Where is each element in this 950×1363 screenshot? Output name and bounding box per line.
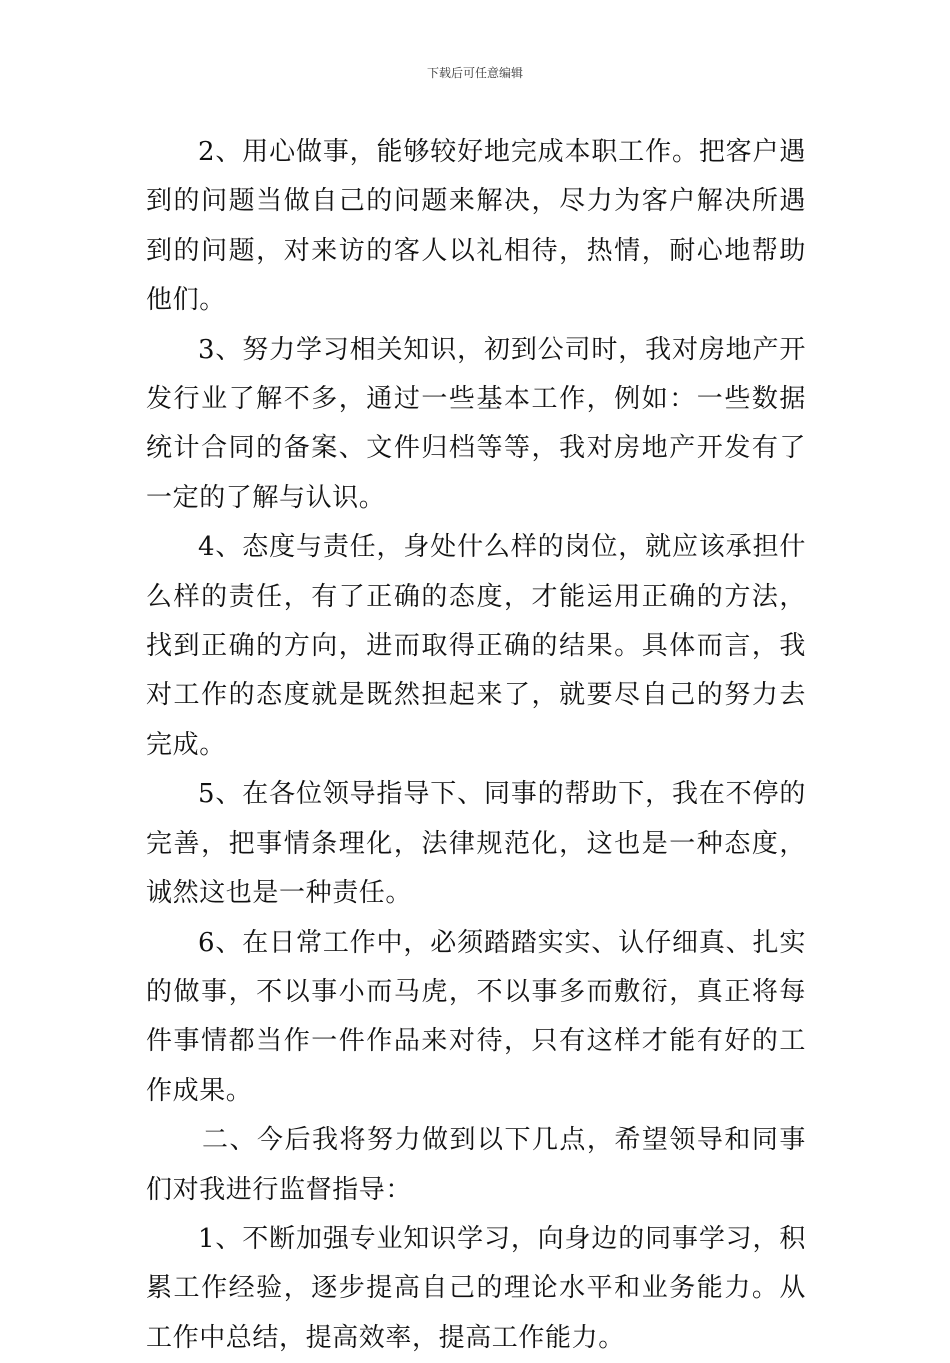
section-heading-two: 二、今后我将努力做到以下几点，希望领导和同事们对我进行监督指导： [146,1125,806,1205]
paragraph-item-2: 2、用心做事，能够较好地完成本职工作。把客户遇到的问题当做自己的问题来解决，尽力为客户解决所遇到的问题，对来访的客人以礼相待，热情，耐心地帮助他们。 [146,137,806,316]
paragraph-item-1: 1、不断加强专业知识学习，向身边的同事学习，积累工作经验，逐步提高自己的理论水平和业务能力。从工作中总结，提高效率，提高工作能力。 [146,1223,806,1353]
document-body [146,128,806,1363]
paragraph-item-5: 5、在各位领导指导下、同事的帮助下，我在不停的完善，把事情条理化，法律规范化，这也是一种态度，诚然这也是一种责任。 [146,779,806,909]
page-header: 下载后可任意编辑 [426,66,523,80]
paragraph-item-4: 4、态度与责任，身处什么样的岗位，就应该承担什么样的责任，有了正确的态度，才能运用正确的方法，找到正确的方向，进而取得正确的结果。具体而言，我对工作的态度就是既然担起来了，就要尽自己的努力去完成。 [146,532,806,760]
paragraph-item-3: 3、努力学习相关知识，初到公司时，我对房地产开发行业了解不多，通过一些基本工作，例如：一些数据统计合同的备案、文件归档等等，我对房地产开发有了一定的了解与认识。 [146,334,806,513]
paragraph-item-6: 6、在日常工作中，必须踏踏实实、认仔细真、扎实的做事，不以事小而马虎，不以事多而敷衍，真正将每件事情都当作一件作品来对待，只有这样才能有好的工作成果。 [146,927,806,1106]
